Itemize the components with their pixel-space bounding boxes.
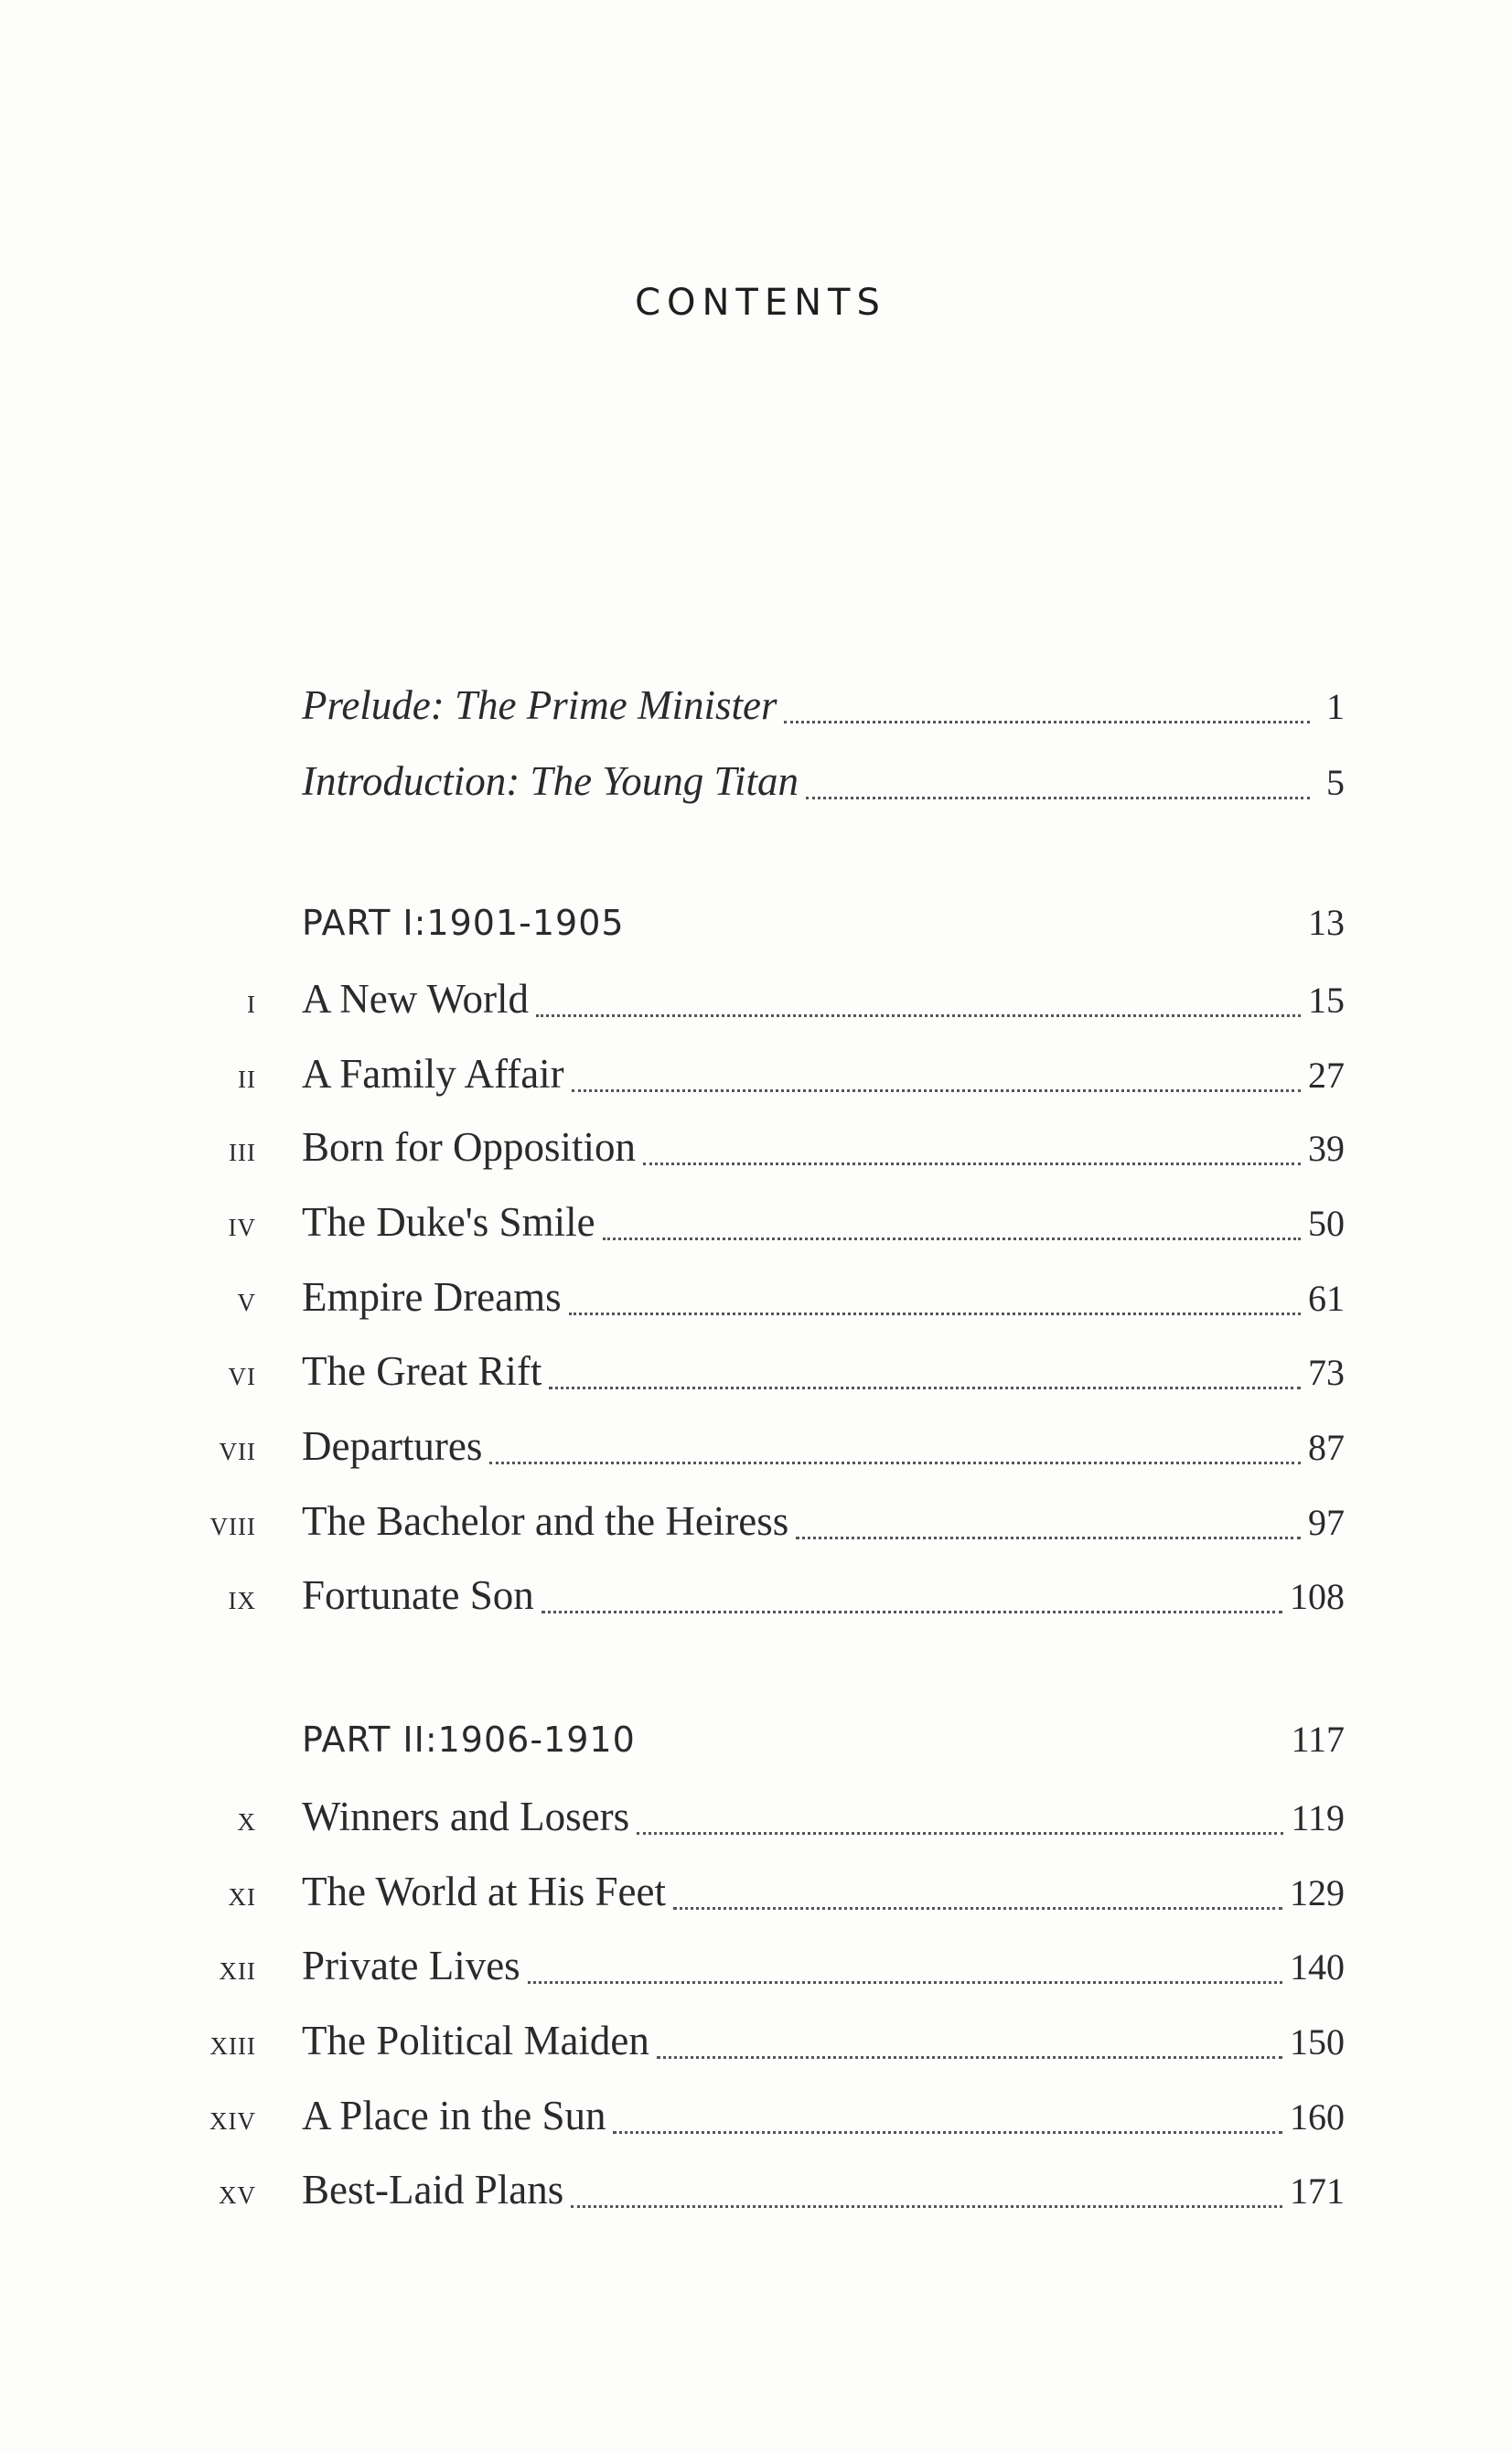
- entry-title: The Political Maiden: [302, 2018, 649, 2063]
- page-number: 39: [1308, 1128, 1345, 1169]
- page-number: 50: [1308, 1203, 1345, 1244]
- toc-entry-chapter: [165, 1123, 1345, 1178]
- toc-entry-chapter: [165, 2017, 1345, 2072]
- toc-entry-front-matter: [165, 681, 1345, 736]
- toc-entry-chapter: [165, 1571, 1345, 1626]
- toc-entry-chapter: [165, 975, 1345, 1030]
- chapter-number: xii: [219, 1949, 256, 1988]
- entry-title: The World at His Feet: [302, 1869, 666, 1914]
- dot-leader: [542, 1610, 1282, 1613]
- toc-entry-chapter: [165, 1422, 1345, 1477]
- chapter-number: iii: [229, 1131, 256, 1169]
- dot-leader: [571, 2204, 1282, 2208]
- toc-entry-chapter: [165, 1198, 1345, 1253]
- page-number: 119: [1291, 1797, 1345, 1838]
- page-number: 171: [1290, 2170, 1345, 2212]
- dot-leader: [784, 720, 1310, 723]
- chapter-number: iv: [228, 1206, 256, 1244]
- page-number: 61: [1308, 1278, 1345, 1319]
- entry-title: A Family Affair: [302, 1051, 564, 1097]
- page-number: 117: [1291, 1719, 1345, 1760]
- entry-title: A Place in the Sun: [302, 2093, 606, 2138]
- dot-leader: [603, 1237, 1301, 1240]
- chapter-number: vii: [219, 1430, 256, 1468]
- page-number: 1: [1326, 686, 1345, 727]
- dot-leader: [536, 1013, 1301, 1017]
- chapter-number: xi: [228, 1875, 256, 1913]
- toc-entry-chapter: [165, 1347, 1345, 1402]
- toc-entry-chapter: [165, 2092, 1345, 2147]
- page-number: 140: [1290, 1946, 1345, 1988]
- entry-title: The Duke's Smile: [302, 1199, 595, 1245]
- page-number: 15: [1308, 980, 1345, 1021]
- page-number: 150: [1290, 2021, 1345, 2063]
- entry-title: Empire Dreams: [302, 1274, 562, 1320]
- dot-leader: [673, 1906, 1282, 1910]
- page-number: 5: [1326, 762, 1345, 803]
- entry-title: Best-Laid Plans: [302, 2167, 564, 2213]
- page-number: 87: [1308, 1427, 1345, 1468]
- chapter-number: vi: [228, 1355, 256, 1393]
- toc-entry-chapter: [165, 2166, 1345, 2221]
- entry-title: Winners and Losers: [302, 1794, 630, 1839]
- dot-leader: [657, 2055, 1282, 2059]
- entry-title: Introduction: The Young Titan: [302, 758, 799, 804]
- page-number: 129: [1290, 1872, 1345, 1913]
- entry-title: Fortunate Son: [302, 1572, 534, 1618]
- part-title: PART I:1901-1905: [302, 903, 625, 943]
- dot-leader: [528, 1980, 1282, 1984]
- dot-leader: [806, 796, 1310, 799]
- chapter-number: viii: [209, 1505, 256, 1543]
- page-number: 160: [1290, 2096, 1345, 2138]
- part-title: PART II:1906-1910: [302, 1720, 636, 1760]
- entry-title: The Bachelor and the Heiress: [302, 1498, 789, 1544]
- page-title: CONTENTS: [635, 282, 886, 324]
- page-number: 108: [1290, 1576, 1345, 1617]
- toc-entry-chapter: [165, 1050, 1345, 1105]
- toc-entry-chapter: [165, 1793, 1345, 1848]
- toc-entry-front-matter: [165, 757, 1345, 812]
- entry-title: Prelude: The Prime Minister: [302, 682, 777, 728]
- toc-entry-chapter: [165, 1273, 1345, 1328]
- dot-leader: [569, 1312, 1301, 1315]
- page-number: 97: [1308, 1502, 1345, 1543]
- chapter-number: v: [237, 1281, 256, 1319]
- entry-title: The Great Rift: [302, 1348, 542, 1394]
- dot-leader: [489, 1461, 1301, 1464]
- chapter-number: ii: [238, 1057, 256, 1096]
- dot-leader: [637, 1831, 1283, 1835]
- page-number: 73: [1308, 1352, 1345, 1393]
- chapter-number: ix: [228, 1579, 256, 1617]
- part-heading: [165, 1718, 1345, 1773]
- page-number: 27: [1308, 1055, 1345, 1096]
- page-number: 13: [1308, 902, 1345, 943]
- toc-entry-chapter: [165, 1942, 1345, 1997]
- chapter-number: i: [247, 982, 256, 1021]
- toc-entry-chapter: [165, 1868, 1345, 1923]
- part-heading: [165, 901, 1345, 956]
- dot-leader: [549, 1386, 1301, 1389]
- dot-leader: [796, 1536, 1301, 1539]
- toc-entry-chapter: [165, 1497, 1345, 1552]
- dot-leader: [572, 1088, 1301, 1092]
- entry-title: Private Lives: [302, 1943, 520, 1988]
- chapter-number: x: [237, 1800, 256, 1838]
- dot-leader: [643, 1162, 1301, 1165]
- chapter-number: xiv: [209, 2099, 256, 2138]
- entry-title: Born for Opposition: [302, 1124, 636, 1170]
- dot-leader: [613, 2130, 1282, 2134]
- entry-title: A New World: [302, 976, 530, 1022]
- chapter-number: xv: [219, 2173, 256, 2212]
- entry-title: Departures: [302, 1423, 483, 1469]
- chapter-number: xiii: [209, 2024, 256, 2063]
